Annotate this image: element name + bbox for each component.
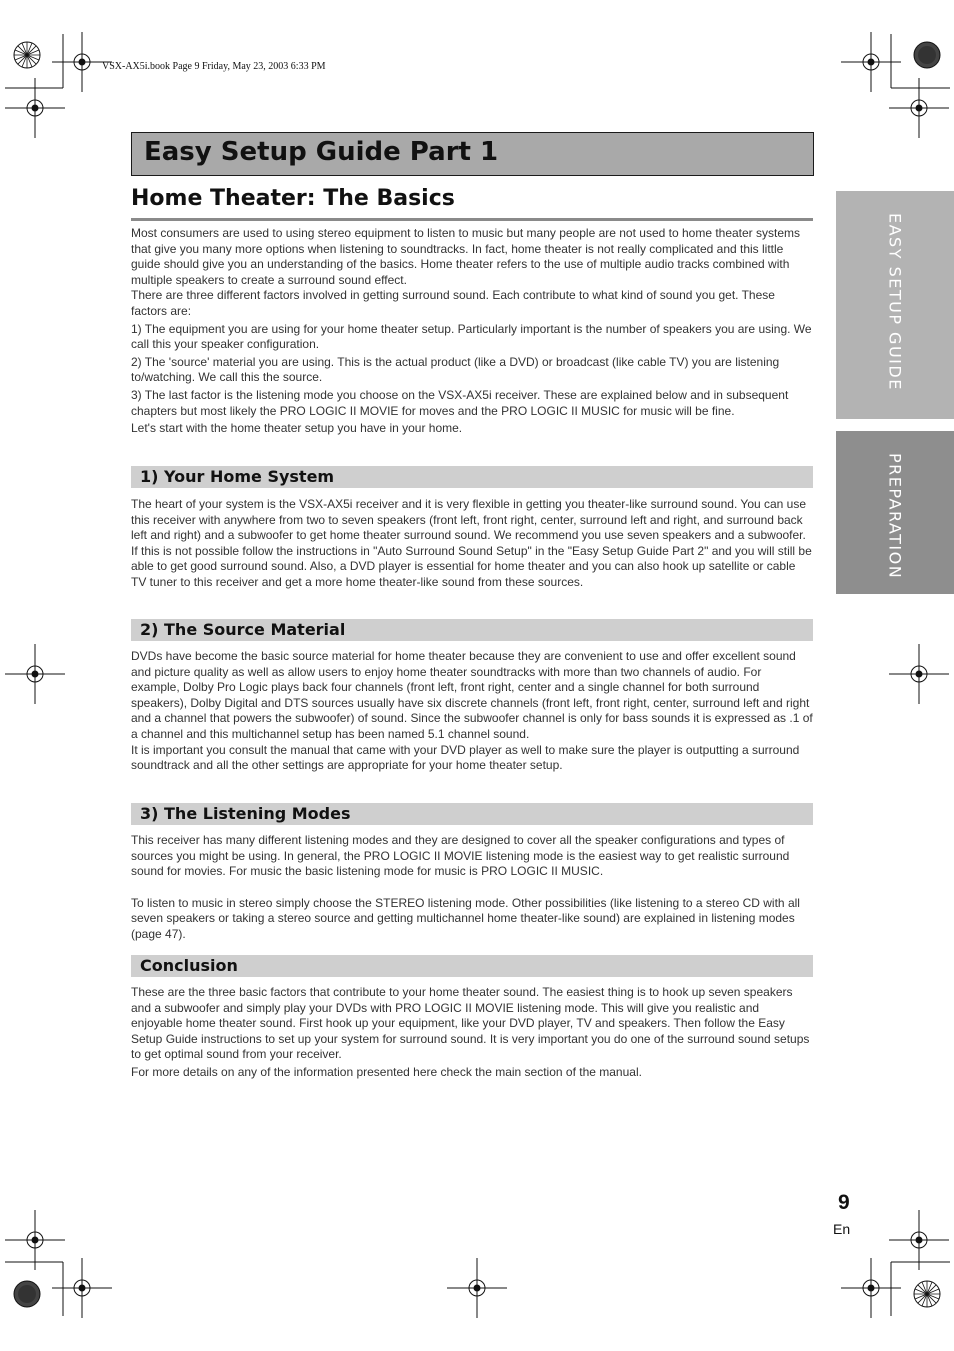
section-heading-listening-modes: 3) The Listening Modes (140, 804, 351, 823)
side-tab-label: EASY SETUP GUIDE (885, 213, 905, 391)
intro-paragraph-2: There are three different factors involved in getting surround sound. Each contribute to what kind of sound you get. These factors are: (131, 288, 775, 318)
section-paragraph: These are the three basic factors that contribute to your home theater sound. The easiest thing is to hook up seven speakers and a subwoofer and simply play your DVDs with PRO LOGIC II MOVIE listening mode. This will give you realistic and enjoyable home theater sound. First hook up your equipment, like your DVD player, TV and speakers. Then follow the Easy Setup Guide instructions to set up your system for surround sound. It is very important you do one of the surround sound setups to get optimal sound from your receiver. (131, 985, 810, 1062)
section-heading-conclusion: Conclusion (140, 956, 238, 975)
page-number: 9 (838, 1191, 850, 1214)
page-language: En (833, 1221, 851, 1237)
section-heading-bar (131, 803, 813, 825)
section-paragraph: To listen to music in stereo simply choose the STEREO listening mode. Other possibilities (like listening to a stereo CD with all seven speakers or taking a stereo source and getting multichannel home theater-like sound) are explained in listening modes (page 47). (131, 895, 800, 941)
print-header-line: VSX-AX5i.book Page 9 Friday, May 23, 2003 6:33 PM (102, 61, 326, 72)
section-paragraph: It is important you consult the manual that came with your DVD player as well to make sure the player is outputting a surround soundtrack and all the other settings are appropriate for your home theater setup. (131, 742, 800, 773)
intro-paragraph-1: Most consumers are used to using stereo equipment to listen to music but many people are not used to home theater systems that give you many more options when listening to soundtracks. In fact, home theater is not really complicated and this little guide should give you an understanding of the basics. Home theater refers to the use of multiple audio tracks combined with multiple speakers to create a surround sound effect. (131, 226, 801, 287)
side-tab-label: PREPARATION (885, 453, 905, 580)
page-title: Easy Setup Guide Part 1 (144, 137, 499, 167)
intro-item-1: 1) The equipment you are using for your home theater setup. Particularly important is the number of speakers you are using. We call this your speaker configuration. (131, 321, 812, 352)
section-conclusion-body (131, 985, 813, 1081)
intro-block (131, 226, 813, 437)
page-title-bar (131, 132, 814, 176)
section-paragraph: This receiver has many different listening modes and they are designed to cover all the speaker configurations and types of sources you might be using. In general, the PRO LOGIC II MOVIE listening mode is the easiest way to get realistic surround sound for movies. For music the basic listening mode for music is PRO LOGIC II MUSIC. (131, 833, 790, 879)
intro-item-3: 3) The last factor is the listening mode you choose on the VSX-AX5i receiver. These are explained below and in subsequent chapters but most likely the PRO LOGIC II MOVIE for moves and the PRO LOGIC II MUSIC for music will be fine. (131, 387, 789, 418)
section-paragraph: The heart of your system is the VSX-AX5i receiver and it is very flexible in getting you theater-like surround sound. You can use this receiver with anywhere from two to seven speakers (front left, front right, center, surround left and right, and surround back left and right) and a subwoofer to get home theater surround sound. We recommend you use seven speakers and a subwoofer. If this is not possible follow the instructions in "Auto Surround Sound Setup" in the "Easy Setup Guide Part 2" and you will still be able to get good surround sound. Also, a DVD player is essential for home theater and you can also hook up satellite or cable TV tuner to this receiver and get a more home theater-like sound from these sources. (131, 497, 812, 589)
section-heading-source-material: 2) The Source Material (140, 620, 346, 639)
section-listening-body (131, 833, 813, 943)
section-heading-your-home-system: 1) Your Home System (140, 467, 335, 486)
section-heading-bar (131, 955, 813, 977)
intro-item-2: 2) The 'source' material you are using. This is the actual product (like a DVD) or broadcast (like cable TV) you are listening to/watching. We call this the source. (131, 354, 780, 385)
section-heading-bar (131, 466, 813, 488)
section-title: Home Theater: The Basics (131, 184, 813, 221)
intro-paragraph-last: Let's start with the home theater setup you have in your home. (131, 421, 463, 436)
section-paragraph: DVDs have become the basic source material for home theater because they are convenient to use and offer excellent sound and picture quality as well as allow users to enjoy home theater soundtracks with more than two channels of audio. For example, Dolby Pro Logic plays back four channels (front left, front right, center and a single channel for both surround speakers), Dolby Digital and DTS sources usually have six discrete channels (front left, front right, center, surround left and right and a channel that powers the subwoofer) of sound. Since the subwoofer channel is only for bass sounds it is expressed as .1 of a channel and this multichannel setup has been named 5.1 channel sound. (131, 649, 813, 741)
side-tab-preparation (836, 431, 954, 594)
section-heading-bar (131, 619, 813, 641)
side-tab-easy-setup-guide (836, 191, 954, 419)
section-paragraph: For more details on any of the information presented here check the main section of the manual. (131, 1064, 642, 1079)
section-source-body (131, 649, 813, 774)
